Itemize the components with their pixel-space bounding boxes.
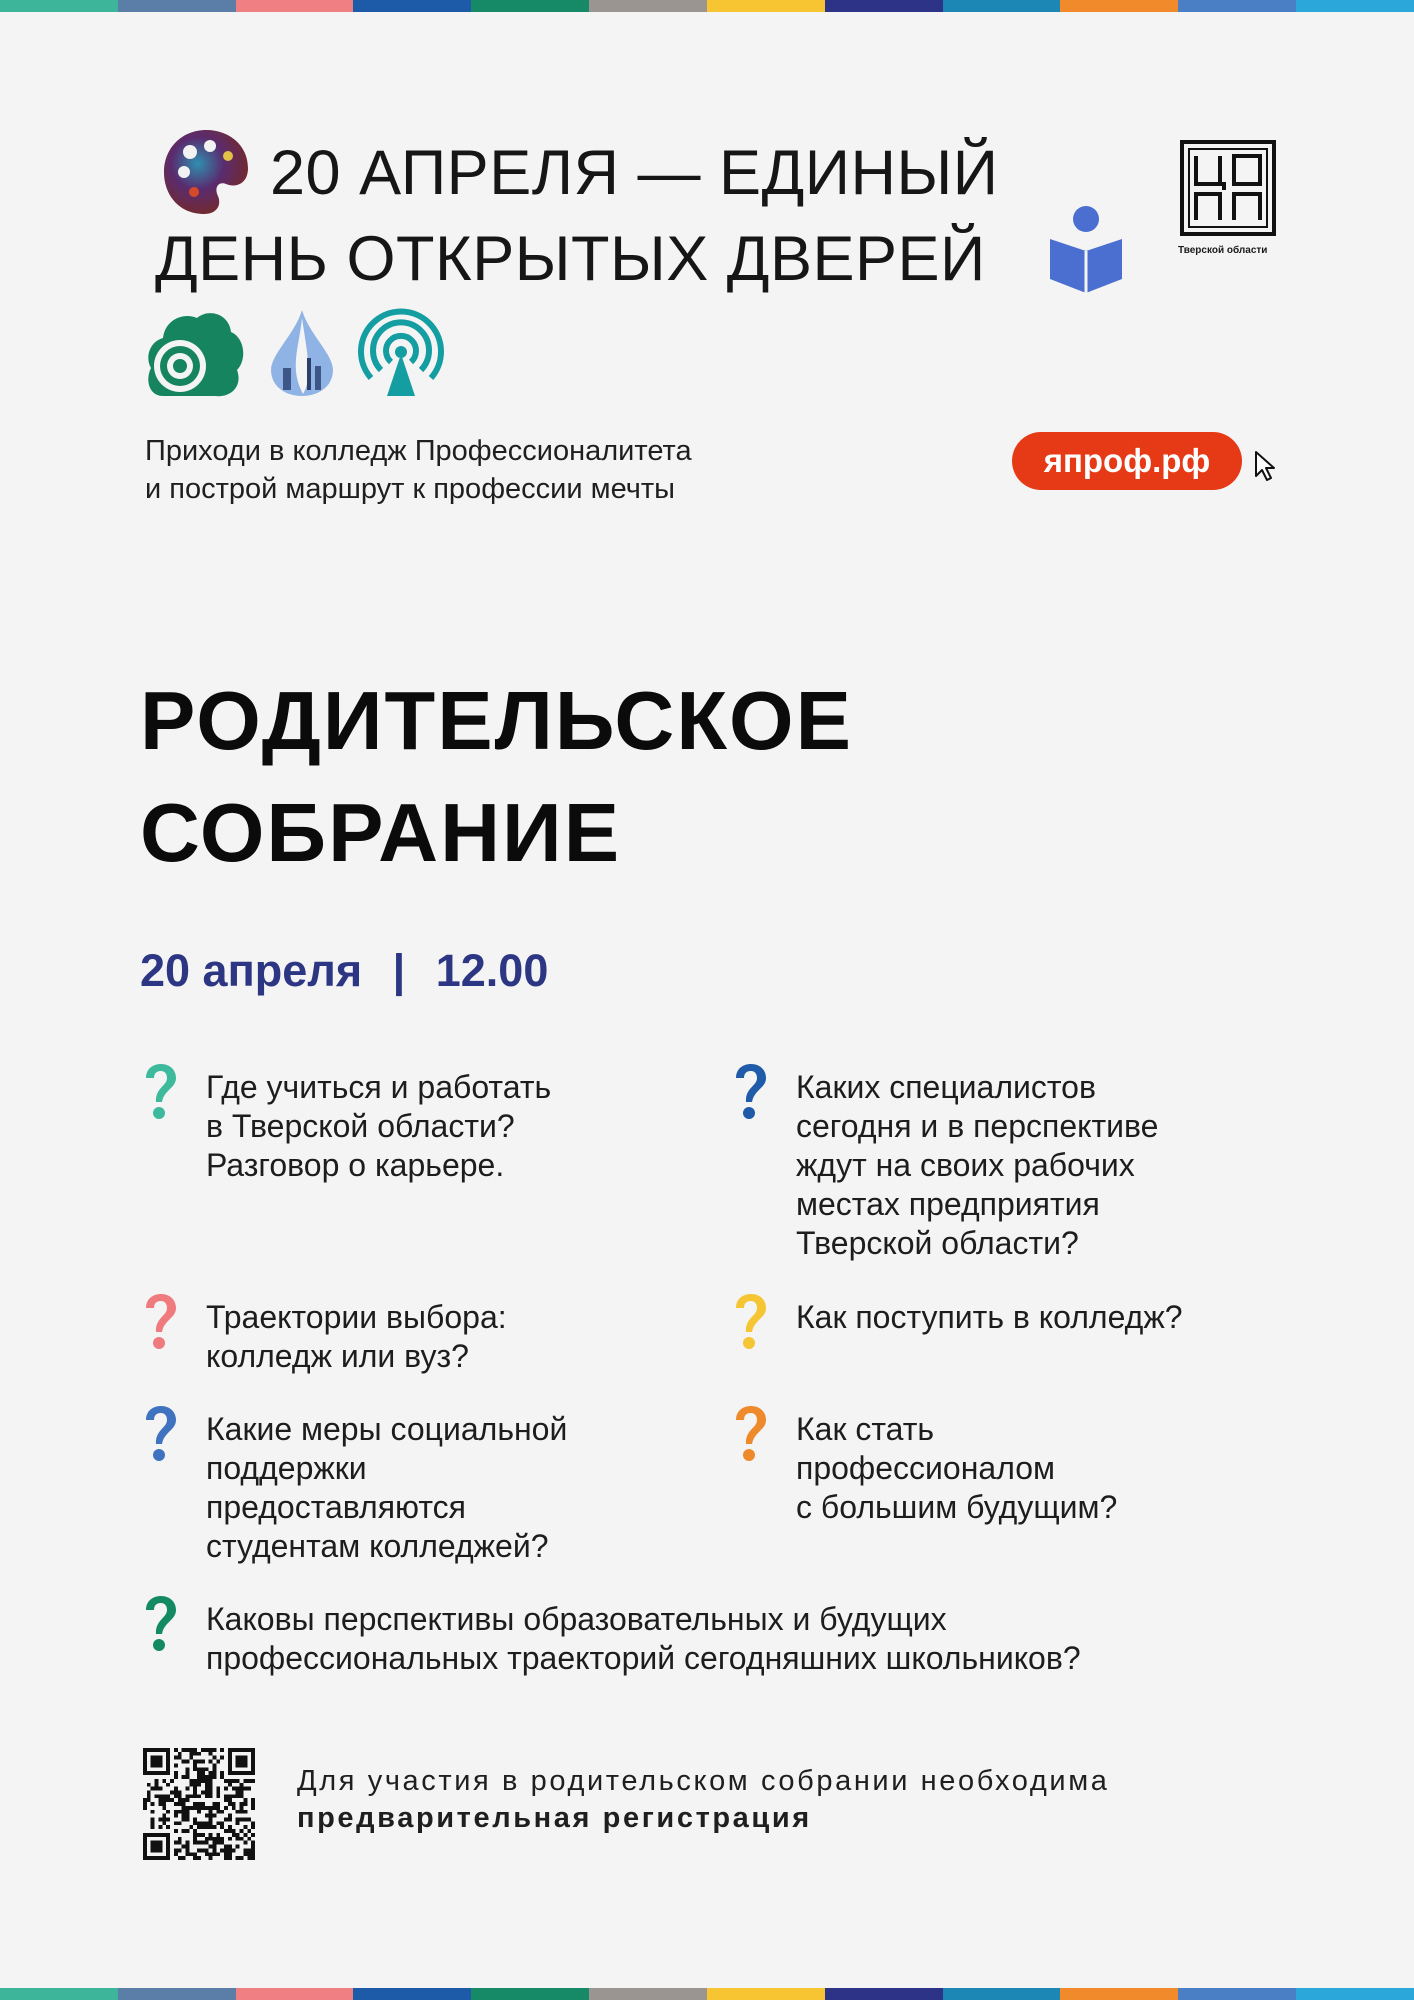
question-text-line: сегодня и в перспективе <box>796 1108 1159 1144</box>
question-text-line: Какие меры социальной <box>206 1411 568 1447</box>
question-item <box>206 1410 567 1566</box>
site-link-button[interactable]: япроф.рф <box>1012 432 1242 490</box>
tagline-line-1: Приходи в колледж Профессионалитета <box>145 435 692 467</box>
question-item <box>796 1068 1158 1263</box>
drop-factory-icon <box>269 308 335 398</box>
question-item <box>796 1298 1183 1337</box>
question-text-line: местах предприятия <box>796 1186 1100 1222</box>
question-text-line: ждут на своих рабочих <box>796 1147 1135 1183</box>
registration-line-1: Для участия в родительском собрании необходима <box>297 1765 1110 1797</box>
question-text-line: Каковы перспективы образовательных и будущих <box>206 1601 947 1637</box>
question-mark-icon <box>730 1404 770 1464</box>
book-reader-icon <box>1050 205 1122 293</box>
tagline-line-2: и построй маршрут к профессии мечты <box>145 473 675 505</box>
main-title <box>140 665 853 889</box>
question-text-line: Как поступить в колледж? <box>796 1299 1183 1335</box>
date-separator: | <box>392 945 406 996</box>
question-text-line: Разговор о карьере. <box>206 1147 505 1183</box>
top-color-stripe <box>0 0 1414 12</box>
question-item <box>206 1600 1081 1678</box>
signal-tower-icon <box>357 308 445 398</box>
question-item <box>796 1410 1117 1527</box>
question-mark-icon <box>140 1062 180 1122</box>
question-text-line: Как стать <box>796 1411 935 1447</box>
registration-line-2: предварительная регистрация <box>297 1802 812 1834</box>
headline-line-1: 20 АПРЕЛЯ — ЕДИНЫЙ <box>270 138 999 208</box>
question-mark-icon <box>730 1292 770 1352</box>
question-text-line: профессионалом <box>796 1450 1056 1486</box>
question-text-line: Траектории выбора: <box>206 1299 507 1335</box>
registration-note <box>297 1763 1109 1837</box>
direction-icons <box>145 308 445 398</box>
event-date-time <box>140 945 548 997</box>
headline-line-2: ДЕНЬ ОТКРЫТЫХ ДВЕРЕЙ <box>155 224 986 294</box>
question-mark-icon <box>730 1062 770 1122</box>
question-mark-icon <box>140 1404 180 1464</box>
question-text-line: с большим будущим? <box>796 1489 1118 1525</box>
question-text-line: профессиональных траекторий сегодняшних школьников? <box>206 1640 1081 1676</box>
question-text-line: колледж или вуз? <box>206 1338 469 1374</box>
main-title-line-1: РОДИТЕЛЬСКОЕ <box>140 674 853 767</box>
question-mark-icon <box>140 1292 180 1352</box>
question-text-line: Тверской области? <box>796 1225 1079 1261</box>
question-text-line: поддержки <box>206 1450 367 1486</box>
tagline <box>145 432 945 508</box>
question-text-line: Где учиться и работать <box>206 1069 552 1105</box>
event-headline <box>155 130 1055 302</box>
qr-code[interactable] <box>143 1748 255 1860</box>
question-text-line: в Тверской области? <box>206 1108 515 1144</box>
question-item <box>206 1068 551 1185</box>
bottom-color-stripe <box>0 1988 1414 2000</box>
question-mark-icon <box>140 1594 180 1654</box>
copp-logo <box>1180 140 1276 258</box>
question-text-line: предоставляются <box>206 1489 466 1525</box>
event-date: 20 апреля <box>140 945 363 996</box>
question-text-line: Каких специалистов <box>796 1069 1096 1105</box>
tree-icon <box>145 308 247 398</box>
cursor-icon <box>1254 450 1276 482</box>
question-item <box>206 1298 507 1376</box>
event-time: 12.00 <box>435 945 549 996</box>
main-title-line-2: СОБРАНИЕ <box>140 786 622 879</box>
question-text-line: студентам колледжей? <box>206 1528 549 1564</box>
copp-logo-caption: Тверской области <box>1178 245 1268 256</box>
